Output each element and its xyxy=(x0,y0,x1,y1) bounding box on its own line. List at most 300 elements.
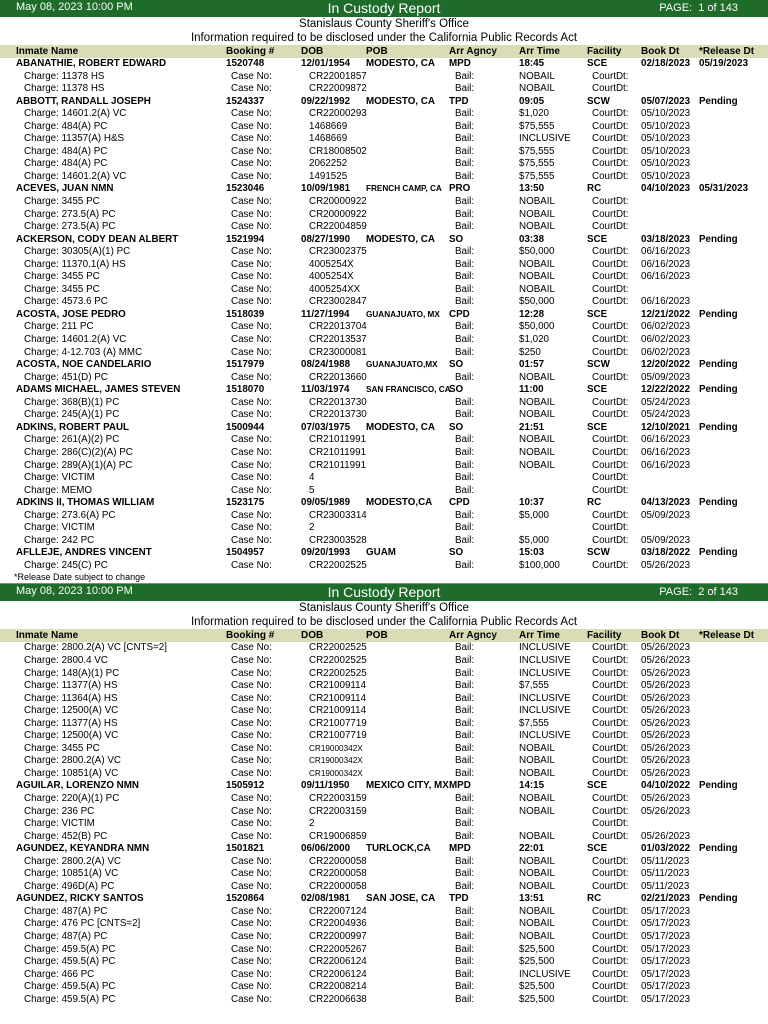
court-date-label: CourtDt: xyxy=(592,70,629,82)
court-date-label: CourtDt: xyxy=(592,145,629,157)
court-date: 06/16/2023 xyxy=(641,296,691,308)
court-date-label: CourtDt: xyxy=(592,434,629,446)
facility: SCE xyxy=(587,308,608,320)
book-date: 02/18/2023 xyxy=(641,58,691,69)
case-number: 1468669 xyxy=(309,133,348,145)
court-date-label: CourtDt: xyxy=(592,931,629,942)
column-header: POB xyxy=(366,630,388,642)
page-label: PAGE: xyxy=(659,586,693,599)
page-total: of 143 xyxy=(707,2,738,14)
court-date: 05/17/2023 xyxy=(641,956,691,968)
arresting-agency: TPD xyxy=(449,95,469,107)
case-number: CR22007124 xyxy=(309,905,367,917)
court-date-label: CourtDt: xyxy=(592,981,629,993)
arrest-time: 14:15 xyxy=(519,780,545,792)
case-number: CR23002847 xyxy=(309,296,367,308)
court-date-label: CourtDt: xyxy=(592,170,629,182)
court-date-label: CourtDt: xyxy=(592,717,629,729)
bail-amount: NOBAIL xyxy=(519,70,555,82)
charge-row xyxy=(0,397,768,410)
case-number: CR22004936 xyxy=(309,918,367,930)
court-date-label: CourtDt: xyxy=(592,258,629,270)
charge-row xyxy=(0,83,768,96)
bail-amount: NOBAIL xyxy=(519,283,555,295)
charge-row xyxy=(0,793,768,806)
case-no-label: Case No: xyxy=(231,880,272,892)
case-no-label: Case No: xyxy=(231,296,272,308)
case-no-label: Case No: xyxy=(231,196,272,208)
book-date: 12/22/2022 xyxy=(641,384,691,396)
arrest-time: 13:51 xyxy=(519,893,545,905)
arrest-time: 13:50 xyxy=(519,183,545,195)
case-no-label: Case No: xyxy=(231,993,272,1005)
booking-number: 1518039 xyxy=(226,308,265,320)
court-date: 05/17/2023 xyxy=(641,905,691,917)
bail-label: Bail: xyxy=(455,968,475,980)
bail-amount: $50,000 xyxy=(519,296,555,308)
bail-label: Bail: xyxy=(455,170,475,182)
case-number: CR22006638 xyxy=(309,993,367,1005)
court-date-label: CourtDt: xyxy=(592,120,629,132)
inmate-name: AGUILAR, LORENZO NMN xyxy=(16,780,139,792)
bail-label: Bail: xyxy=(455,742,475,754)
dob: 02/08/1981 xyxy=(301,893,351,905)
case-no-label: Case No: xyxy=(231,943,272,955)
court-date-label: CourtDt: xyxy=(592,334,629,346)
release-date: Pending xyxy=(699,780,738,792)
charge-row xyxy=(0,535,768,548)
court-date: 05/10/2023 xyxy=(641,158,691,170)
case-number: CR22008214 xyxy=(309,981,367,993)
dob: 06/06/2000 xyxy=(301,843,351,855)
case-number: 2 xyxy=(309,818,315,830)
bail-label: Bail: xyxy=(455,396,475,408)
case-no-label: Case No: xyxy=(231,559,272,571)
court-date: 05/26/2023 xyxy=(641,642,691,654)
case-no-label: Case No: xyxy=(231,321,272,333)
arrest-time: 12:28 xyxy=(519,308,545,320)
arrest-time: 10:37 xyxy=(519,497,545,509)
facility: RC xyxy=(587,893,602,905)
page-total: of 143 xyxy=(707,586,738,599)
charge-row xyxy=(0,655,768,668)
bail-label: Bail: xyxy=(455,667,475,679)
court-date: 05/24/2023 xyxy=(641,409,691,421)
charge: Charge: 3455 PC xyxy=(24,283,100,295)
charge-row xyxy=(0,71,768,84)
court-date-label: CourtDt: xyxy=(592,692,629,704)
charge: Charge: 11377(A) HS xyxy=(24,680,118,692)
charge: Charge: VICTIM xyxy=(24,472,95,484)
inmate-row xyxy=(0,234,768,247)
arresting-agency: CPD xyxy=(449,308,470,320)
inmate-name: ACOSTA, JOSE PEDRO xyxy=(16,308,126,320)
place-of-birth: MODESTO, CA xyxy=(366,421,435,433)
release-footnote: *Release Date subject to change xyxy=(0,572,768,584)
bail-amount: NOBAIL xyxy=(519,409,555,421)
case-no-label: Case No: xyxy=(231,818,272,830)
charge: Charge: 3455 PC xyxy=(24,271,100,283)
court-date: 06/16/2023 xyxy=(641,446,691,458)
court-date: 05/10/2023 xyxy=(641,108,691,120)
case-no-label: Case No: xyxy=(231,108,272,120)
case-number: CR22002525 xyxy=(309,654,367,666)
court-date: 06/16/2023 xyxy=(641,258,691,270)
case-no-label: Case No: xyxy=(231,271,272,283)
booking-number: 1523046 xyxy=(226,183,265,195)
case-number: CR22000997 xyxy=(309,931,367,942)
case-no-label: Case No: xyxy=(231,83,272,95)
bail-amount: $7,555 xyxy=(519,680,549,692)
arresting-agency: PRO xyxy=(449,183,471,195)
dob: 08/27/1990 xyxy=(301,233,351,245)
inmate-row xyxy=(0,384,768,397)
case-no-label: Case No: xyxy=(231,956,272,968)
release-date: Pending xyxy=(699,843,738,855)
case-number: CR22013730 xyxy=(309,396,367,408)
bail-label: Bail: xyxy=(455,717,475,729)
case-number: 5 xyxy=(309,484,315,496)
case-no-label: Case No: xyxy=(231,246,272,258)
court-date: 05/11/2023 xyxy=(641,880,690,892)
column-header: DOB xyxy=(301,630,324,642)
court-date: 05/09/2023 xyxy=(641,509,691,521)
charge: Charge: 273.5(A) PC xyxy=(24,208,116,220)
charge-row xyxy=(0,705,768,718)
case-number: CR19000342X xyxy=(309,743,363,753)
court-date-label: CourtDt: xyxy=(592,409,629,421)
charge-row xyxy=(0,472,768,485)
charge-row xyxy=(0,868,768,881)
bail-amount: INCLUSIVE xyxy=(519,654,571,666)
agency-name: Stanislaus County Sheriff's Office xyxy=(299,18,469,30)
place-of-birth: GUANAJUATO,MX xyxy=(366,360,438,370)
case-number: CR19000342X xyxy=(309,768,363,778)
case-number: CR22001857 xyxy=(309,70,367,82)
bail-label: Bail: xyxy=(455,208,475,220)
case-number: CR22009872 xyxy=(309,83,367,95)
court-date-label: CourtDt: xyxy=(592,534,629,546)
bail-amount: NOBAIL xyxy=(519,792,555,804)
case-no-label: Case No: xyxy=(231,742,272,754)
dob: 09/05/1989 xyxy=(301,497,351,509)
case-number: CR21011991 xyxy=(309,459,367,471)
inmate-name: ADKINS, ROBERT PAUL xyxy=(16,421,130,433)
booking-number: 1520748 xyxy=(226,58,265,69)
facility: SCW xyxy=(587,359,610,371)
case-number: CR21007719 xyxy=(309,717,367,729)
charge: Charge: 11377(A) HS xyxy=(24,717,118,729)
release-date: Pending xyxy=(699,95,738,107)
court-date-label: CourtDt: xyxy=(592,522,629,534)
bail-amount: NOBAIL xyxy=(519,258,555,270)
inmate-name: ACOSTA, NOE CANDELARIO xyxy=(16,359,152,371)
charge: Charge: 245(A)(1) PC xyxy=(24,409,120,421)
case-number: CR20000922 xyxy=(309,196,367,208)
dob: 11/27/1994 xyxy=(301,308,350,320)
charge-row xyxy=(0,321,768,334)
court-date-label: CourtDt: xyxy=(592,868,629,880)
court-date: 05/26/2023 xyxy=(641,705,691,717)
book-date: 04/10/2022 xyxy=(641,780,691,792)
bail-label: Bail: xyxy=(455,120,475,132)
column-header: POB xyxy=(366,46,388,57)
column-header-row xyxy=(0,45,768,58)
report-title: In Custody Report xyxy=(327,584,441,601)
charge: Charge: 10851(A) VC xyxy=(24,868,119,880)
charge: Charge: 273.6(A) PC xyxy=(24,509,116,521)
charge-row xyxy=(0,818,768,831)
book-date: 02/21/2023 xyxy=(641,893,691,905)
court-date-label: CourtDt: xyxy=(592,446,629,458)
court-date: 06/16/2023 xyxy=(641,246,691,258)
book-date: 04/10/2023 xyxy=(641,183,691,195)
court-date: 05/26/2023 xyxy=(641,830,691,842)
case-number: CR23002375 xyxy=(309,246,367,258)
bail-label: Bail: xyxy=(455,559,475,571)
charge: Charge: 459.5(A) PC xyxy=(24,993,116,1005)
dob: 08/24/1988 xyxy=(301,359,351,371)
bail-label: Bail: xyxy=(455,880,475,892)
court-date: 05/24/2023 xyxy=(641,396,691,408)
case-no-label: Case No: xyxy=(231,434,272,446)
charge: Charge: 289(A)(1)(A) PC xyxy=(24,459,133,471)
charge: Charge: 2800.4 VC xyxy=(24,654,108,666)
case-no-label: Case No: xyxy=(231,667,272,679)
charge: Charge: 466 PC xyxy=(24,968,95,980)
bail-label: Bail: xyxy=(455,196,475,208)
booking-number: 1518070 xyxy=(226,384,265,396)
charge: Charge: 11364(A) HS xyxy=(24,692,118,704)
inmate-row xyxy=(0,843,768,856)
court-date-label: CourtDt: xyxy=(592,918,629,930)
column-header: Facility xyxy=(587,630,622,642)
bail-amount: NOBAIL xyxy=(519,196,555,208)
charge: Charge: 496D(A) PC xyxy=(24,880,115,892)
court-date-label: CourtDt: xyxy=(592,559,629,571)
court-date-label: CourtDt: xyxy=(592,767,629,779)
bail-amount: $75,555 xyxy=(519,120,555,132)
case-number: 4005254X xyxy=(309,258,354,270)
court-date: 06/16/2023 xyxy=(641,434,691,446)
arrest-time: 03:38 xyxy=(519,233,545,245)
bail-amount: NOBAIL xyxy=(519,918,555,930)
bail-amount: $25,500 xyxy=(519,981,555,993)
court-date-label: CourtDt: xyxy=(592,968,629,980)
release-date: Pending xyxy=(699,384,738,396)
case-number: CR22003159 xyxy=(309,792,367,804)
booking-number: 1504957 xyxy=(226,547,265,559)
court-date: 05/10/2023 xyxy=(641,120,691,132)
book-date: 04/13/2023 xyxy=(641,497,691,509)
book-date: 12/10/2021 xyxy=(641,421,691,433)
book-date: 05/07/2023 xyxy=(641,95,691,107)
inmate-row xyxy=(0,183,768,196)
case-no-label: Case No: xyxy=(231,931,272,942)
bail-label: Bail: xyxy=(455,70,475,82)
charge-row xyxy=(0,730,768,743)
bail-label: Bail: xyxy=(455,792,475,804)
release-date: Pending xyxy=(699,359,738,371)
case-no-label: Case No: xyxy=(231,446,272,458)
charge-row xyxy=(0,768,768,781)
court-date: 05/17/2023 xyxy=(641,981,691,993)
charge-row xyxy=(0,133,768,146)
charge-row xyxy=(0,460,768,473)
facility: RC xyxy=(587,497,602,509)
bail-label: Bail: xyxy=(455,472,475,484)
bail-label: Bail: xyxy=(455,459,475,471)
charge: Charge: 245(C) PC xyxy=(24,559,108,571)
bail-label: Bail: xyxy=(455,484,475,496)
charge-row xyxy=(0,271,768,284)
bail-amount: NOBAIL xyxy=(519,459,555,471)
charge: Charge: 2800.2(A) VC xyxy=(24,755,121,767)
page-number: 2 xyxy=(698,586,705,599)
case-no-label: Case No: xyxy=(231,654,272,666)
bail-amount: NOBAIL xyxy=(519,446,555,458)
case-number: CR22013730 xyxy=(309,409,367,421)
court-date-label: CourtDt: xyxy=(592,956,629,968)
bail-label: Bail: xyxy=(455,158,475,170)
case-no-label: Case No: xyxy=(231,120,272,132)
bail-label: Bail: xyxy=(455,654,475,666)
charge: Charge: 3455 PC xyxy=(24,196,100,208)
charge: Charge: 220(A)(1) PC xyxy=(24,792,120,804)
case-no-label: Case No: xyxy=(231,717,272,729)
charge-row xyxy=(0,221,768,234)
court-date-label: CourtDt: xyxy=(592,83,629,95)
inmate-row xyxy=(0,893,768,906)
charge: Charge: 11370.1(A) HS xyxy=(24,258,126,270)
case-number: CR21011991 xyxy=(309,446,367,458)
report-title-bar xyxy=(0,584,768,601)
charge-row xyxy=(0,146,768,159)
charge-row xyxy=(0,881,768,894)
charge-row xyxy=(0,108,768,121)
court-date: 05/26/2023 xyxy=(641,667,691,679)
dob: 11/03/1974 xyxy=(301,384,350,396)
bail-label: Bail: xyxy=(455,642,475,654)
facility: RC xyxy=(587,183,602,195)
charge: Charge: VICTIM xyxy=(24,522,95,534)
bail-amount: INCLUSIVE xyxy=(519,667,571,679)
bail-amount: $100,000 xyxy=(519,559,560,571)
bail-amount: NOBAIL xyxy=(519,434,555,446)
arrest-time: 21:51 xyxy=(519,421,545,433)
inmate-row xyxy=(0,422,768,435)
court-date-label: CourtDt: xyxy=(592,730,629,742)
charge: Charge: 459.5(A) PC xyxy=(24,981,116,993)
bail-amount: NOBAIL xyxy=(519,855,555,867)
charge: Charge: 487(A) PC xyxy=(24,931,108,942)
place-of-birth: MODESTO,CA xyxy=(366,497,433,509)
column-header: Inmate Name xyxy=(16,630,79,642)
bail-amount: $7,555 xyxy=(519,717,549,729)
bail-amount: $75,555 xyxy=(519,170,555,182)
bail-amount: $5,000 xyxy=(519,509,549,521)
inmate-row xyxy=(0,359,768,372)
case-no-label: Case No: xyxy=(231,158,272,170)
charge: Charge: 476 PC [CNTS=2] xyxy=(24,918,141,930)
court-date-label: CourtDt: xyxy=(592,208,629,220)
case-number: CR22000058 xyxy=(309,868,367,880)
inmate-name: AGUNDEZ, KEYANDRA NMN xyxy=(16,843,150,855)
report-title-bar xyxy=(0,0,768,17)
arresting-agency: MPD xyxy=(449,780,471,792)
court-date-label: CourtDt: xyxy=(592,943,629,955)
case-no-label: Case No: xyxy=(231,642,272,654)
court-date: 05/10/2023 xyxy=(641,145,691,157)
case-number: CR22013660 xyxy=(309,371,367,383)
charge-row xyxy=(0,642,768,655)
inmate-name: ACEVES, JUAN NMN xyxy=(16,183,114,195)
bail-amount: $1,020 xyxy=(519,334,549,346)
release-date: Pending xyxy=(699,893,738,905)
court-date-label: CourtDt: xyxy=(592,830,629,842)
charge: Charge: 12500(A) VC xyxy=(24,730,119,742)
facility: SCW xyxy=(587,547,610,559)
page-indicator xyxy=(659,2,738,14)
bail-label: Bail: xyxy=(455,868,475,880)
court-date: 05/17/2023 xyxy=(641,918,691,930)
inmate-name: AFLLEJE, ANDRES VINCENT xyxy=(16,547,152,559)
charge-row xyxy=(0,372,768,385)
place-of-birth: MEXICO CITY, MX xyxy=(366,780,449,792)
bail-label: Bail: xyxy=(455,346,475,358)
book-date: 03/18/2023 xyxy=(641,233,691,245)
court-date-label: CourtDt: xyxy=(592,371,629,383)
place-of-birth: MODESTO, CA xyxy=(366,233,435,245)
column-header: Arr Time xyxy=(519,630,560,642)
charge: Charge: 484(A) PC xyxy=(24,158,108,170)
booking-number: 1501821 xyxy=(226,843,265,855)
charge-row xyxy=(0,806,768,819)
book-date: 12/21/2022 xyxy=(641,308,691,320)
case-no-label: Case No: xyxy=(231,522,272,534)
bail-label: Bail: xyxy=(455,371,475,383)
records-notice: Information required to be disclosed under the California Public Records Act xyxy=(190,32,578,44)
case-number: CR22002525 xyxy=(309,559,367,571)
court-date-label: CourtDt: xyxy=(592,680,629,692)
charge: Charge: 368(B)(1) PC xyxy=(24,396,120,408)
place-of-birth: FRENCH CAMP, CA xyxy=(366,184,442,194)
place-of-birth: MODESTO, CA xyxy=(366,95,435,107)
court-date: 06/16/2023 xyxy=(641,459,691,471)
bail-label: Bail: xyxy=(455,931,475,942)
case-no-label: Case No: xyxy=(231,459,272,471)
charge-row xyxy=(0,447,768,460)
charge: Charge: 14601.2(A) VC xyxy=(24,334,127,346)
bail-label: Bail: xyxy=(455,296,475,308)
court-date: 05/26/2023 xyxy=(641,680,691,692)
bail-label: Bail: xyxy=(455,956,475,968)
court-date-label: CourtDt: xyxy=(592,296,629,308)
case-no-label: Case No: xyxy=(231,208,272,220)
case-number: CR22013704 xyxy=(309,321,367,333)
bail-label: Bail: xyxy=(455,145,475,157)
column-header: Arr Time xyxy=(519,46,560,57)
case-number: CR22004859 xyxy=(309,221,367,233)
book-date: 01/03/2022 xyxy=(641,843,691,855)
court-date: 06/16/2023 xyxy=(641,271,691,283)
bail-label: Bail: xyxy=(455,692,475,704)
case-no-label: Case No: xyxy=(231,830,272,842)
charge-row xyxy=(0,296,768,309)
arresting-agency: SO xyxy=(449,359,464,371)
court-date-label: CourtDt: xyxy=(592,742,629,754)
bail-amount: NOBAIL xyxy=(519,767,555,779)
